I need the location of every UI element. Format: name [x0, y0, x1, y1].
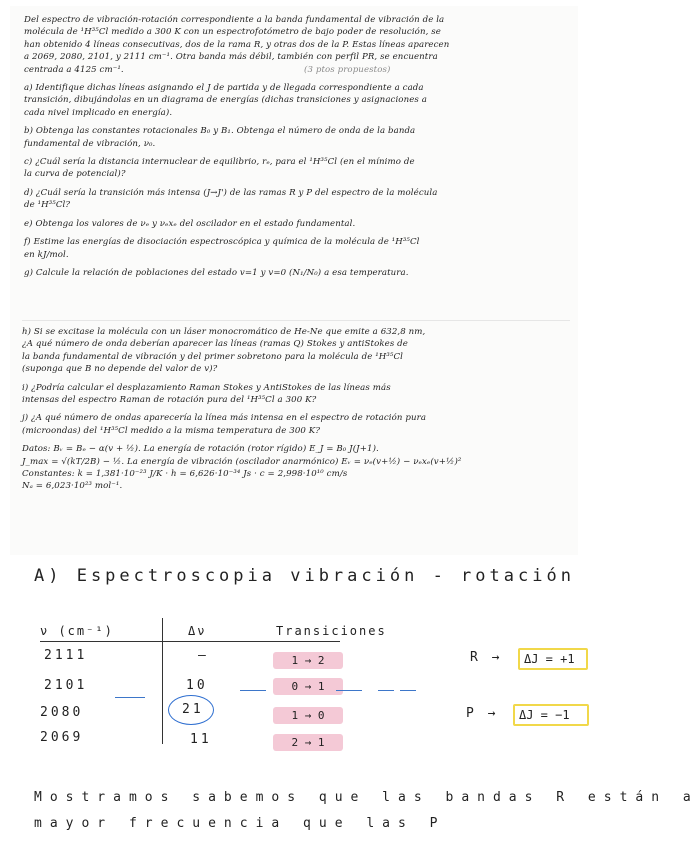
row-3-wavenumber: 2080 [40, 705, 84, 720]
row-4-wavenumber: 2069 [40, 730, 84, 745]
statement-line: d) ¿Cuál sería la transición más intensa (J→J') de las ramas R y P del espectro de la molécula [24, 187, 438, 198]
row-3-transition: 1 → 0 [273, 707, 343, 724]
faint-note: (3 ptos propuestos) [304, 64, 391, 75]
statement-line: cada nivel implicado en energía). [24, 107, 173, 118]
rule-R-label: R → [470, 650, 503, 665]
statement-line: han obtenido 4 líneas consecutivas, dos de la rama R, y otras dos de la P. Estas líneas aparecen [24, 39, 450, 50]
statement-line: centrada a 4125 cm⁻¹. [24, 64, 124, 75]
problem-statement-scan [10, 6, 578, 555]
statement-line: la curva de potencial)? [24, 169, 126, 180]
statement-line: i) ¿Podría calcular el desplazamiento Raman Stokes y AntiStokes de las líneas más [22, 382, 391, 393]
problem-text-bottom [22, 326, 567, 493]
row-1-wavenumber: 2111 [44, 648, 88, 663]
row-2-delta: 10 [186, 678, 208, 693]
row-3-delta: 21 [182, 702, 204, 717]
pen-dash [400, 690, 416, 691]
statement-line: J_max = √(kT/2B) − ½. La energía de vibración (oscilador anarmónico) Eᵥ = νₑ(v+½) − νₑxₑ(v+½)² [22, 456, 462, 467]
pen-dash [336, 690, 362, 691]
statement-line: b) Obtenga las constantes rotacionales B₀ y B₁. Obtenga el número de onda de la banda [24, 126, 416, 137]
header-wavenumber: ν (cm⁻¹) [40, 624, 114, 638]
notes-title: A) Espectroscopia vibración - rotación [34, 566, 575, 586]
table-horizontal-rule [40, 641, 340, 642]
statement-line: a 2069, 2080, 2101, y 2111 cm⁻¹. Otra banda más débil, también con perfil PR, se encuentra [24, 52, 438, 63]
statement-line: Del espectro de vibración-rotación correspondiente a la banda fundamental de vibración de la [24, 15, 445, 25]
statement-line: la banda fundamental de vibración y del primer sobretono para la molécula de ¹H³⁵Cl [22, 351, 403, 362]
page-divider [22, 320, 570, 321]
header-delta: Δν [188, 624, 207, 638]
row-4-delta: 11 [190, 732, 212, 747]
statement-line: Datos: Bᵥ = Bₑ − α(v + ½). La energía de rotación (rotor rígido) E_J = B₀ J(J+1). [22, 444, 379, 455]
statement-line: Nₐ = 6,023·10²³ mol⁻¹. [22, 481, 123, 492]
statement-line: fundamental de vibración, ν₀. [24, 138, 156, 149]
statement-line: en kJ/mol. [24, 249, 69, 260]
problem-text-top [24, 14, 564, 279]
row-4-transition: 2 → 1 [273, 734, 343, 751]
rule-P-label: P → [466, 706, 499, 721]
statement-line: c) ¿Cuál sería la distancia internuclear de equilibrio, rₑ, para el ¹H³⁵Cl (en el mínimo de [24, 157, 415, 168]
statement-line: intensas del espectro Raman de rotación pura del ¹H³⁵Cl a 300 K? [22, 395, 317, 406]
table-vertical-rule [162, 618, 163, 744]
pen-dash [115, 697, 145, 698]
row-2-wavenumber: 2101 [44, 678, 88, 693]
statement-line: ¿A qué número de onda deberían aparecer las líneas (ramas Q) Stokes y antiStokes de [22, 339, 408, 350]
statement-line: transición, dibujándolas en un diagrama de energías (dichas transiciones y asignaciones a [24, 95, 427, 106]
statement-line: h) Si se excitase la molécula con un láser monocromático de He-Ne que emite a 632,8 nm, [22, 327, 426, 337]
statement-line: e) Obtenga los valores de νₑ y νₑxₑ del oscilador en el estado fundamental. [24, 218, 356, 229]
pen-dash [378, 690, 394, 691]
statement-line: molécula de ¹H³⁵Cl medido a 300 K con un espectrofotómetro de bajo poder de resolución, se [24, 27, 441, 38]
statement-line: a) Identifique dichas líneas asignando el J de partida y de llegada correspondiente a cada [24, 83, 424, 94]
row-1-transition: 1 → 2 [273, 652, 343, 669]
statement-line: Constantes: k = 1,381·10⁻²³ J/K · h = 6,626·10⁻³⁴ Js · c = 2,998·10¹⁰ cm/s [22, 469, 348, 480]
row-1-delta: — [198, 648, 209, 663]
row-2-transition: 0 → 1 [273, 678, 343, 695]
statement-line: j) ¿A qué número de ondas aparecería la línea más intensa en el espectro de rotación pura [22, 413, 427, 424]
statement-line: (suponga que B no depende del valor de v)? [22, 364, 218, 375]
rule-R-box: ΔJ = +1 [518, 648, 588, 670]
statement-line: f) Estime las energías de disociación espectroscópica y química de la molécula de ¹H³⁵Cl [24, 237, 420, 248]
statement-line: de ¹H³⁵Cl? [24, 200, 71, 211]
statement-line: g) Calcule la relación de poblaciones del estado v=1 y v=0 (N₁/N₀) a esa temperatura. [24, 267, 409, 278]
conclusion-line-2: mayor frecuencia que las P [34, 816, 446, 831]
pen-dash [240, 690, 266, 691]
header-transitions: Transiciones [276, 624, 387, 638]
statement-line: (microondas) del ¹H³⁵Cl medido a la misma temperatura de 300 K? [22, 425, 321, 436]
conclusion-line-1: Mostramos sabemos que las bandas R están a [34, 790, 699, 805]
rule-P-box: ΔJ = −1 [513, 704, 589, 726]
